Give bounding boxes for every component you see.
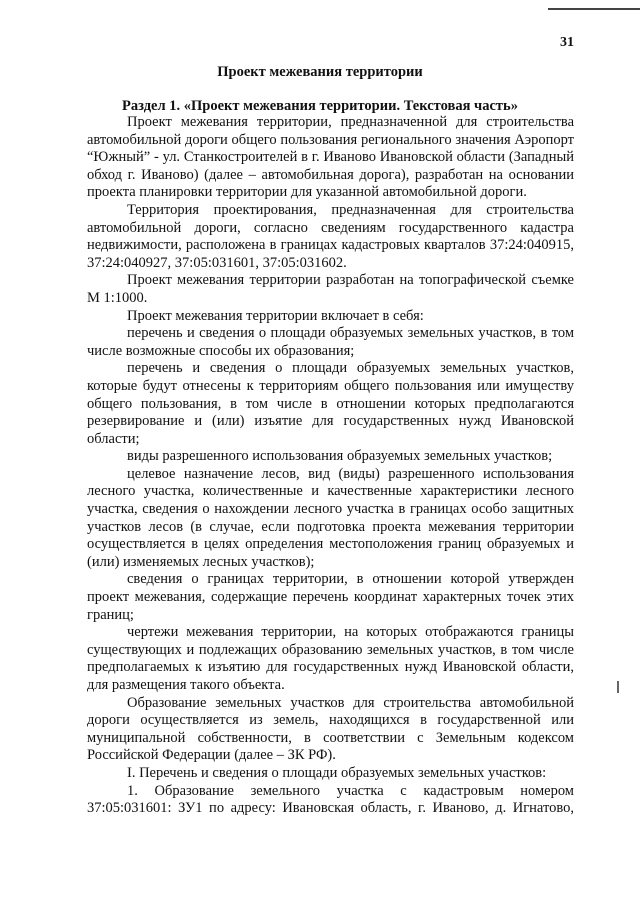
body-text [87, 114, 574, 818]
document-title: Проект межевания территории [217, 64, 423, 80]
page-number: 31 [560, 35, 574, 50]
paragraph-territory: Территория проектирования, предназначенная для строительства автомобильной дороги, согласно сведениям государственного кадастра недвижимости, расположена в границах кадастровых кварталов 37:24:040915, 37:24:040927, 37:05:031601, 37:05:031602. [87, 201, 574, 271]
list-item: перечень и сведения о площади образуемых земельных участков, в том числе возможные способы их образования; [87, 325, 574, 359]
paragraph-includes: Проект межевания территории включает в себя: [127, 307, 424, 324]
section-heading: Раздел 1. «Проект межевания территории. Текстовая часть» [122, 98, 518, 114]
list-item: перечень и сведения о площади образуемых земельных участков, которые будут отнесены к территориям общего пользования или имуществу общего пользования, в том числе в отношении которых предполагаются резервирование и (или) изъятие для государственных нужд Ивановской области; [87, 360, 574, 447]
scan-mark [617, 681, 619, 693]
paragraph-intro: Проект межевания территории, предназначенной для строительства автомобильной дороги общего пользования регионального значения Аэропорт “Южный” - ул. Станкостроителей в г. Иваново Ивановской области (Западный обход г. Иваново) (далее – автомобильная дорога), разработан на основании проекта планировки территории для указанной автомобильной дороги. [87, 114, 574, 201]
list-item: целевое назначение лесов, вид (виды) разрешенного использования лесного участка, количественные и качественные характеристики лесного участка, сведения о нахождении лесного участка в границах особо защитных участков лесов (в случае, если подготовка проекта межевания территории осуществляется в целях определения местоположения границ образуемых и (или) изменяемых лесных участков); [87, 465, 574, 570]
list-item: виды разрешенного использования образуемых земельных участков; [127, 448, 553, 465]
scan-top-line [548, 8, 640, 10]
paragraph-survey: Проект межевания территории разработан на топографической съемке М 1:1000. [87, 272, 574, 306]
paragraph-plot-1: 1. Образование земельного участка с кадастровым номером 37:05:031601: ЗУ1 по адресу: Ивановская область, г. Иваново, д. Игнатово, [87, 782, 574, 817]
list-item: чертежи межевания территории, на которых отображаются границы существующих и подлежащих образованию земельных участков, в том числе предполагаемых к изъятию для государственных нужд Ивановской области, для размещения такого объекта. [87, 624, 574, 693]
paragraph-land-formation: Образование земельных участков для строительства автомобильной дороги осуществляется из земель, находящихся в государственной или муниципальной собственности, в соответствии с Земельным кодексом Российской Федерации (далее – ЗК РФ). [87, 694, 574, 764]
list-item: сведения о границах территории, в отношении которой утвержден проект межевания, содержащие перечень координат характерных точек этих границ; [87, 571, 574, 623]
subsection-heading: I. Перечень и сведения о площади образуемых земельных участков: [127, 764, 547, 781]
